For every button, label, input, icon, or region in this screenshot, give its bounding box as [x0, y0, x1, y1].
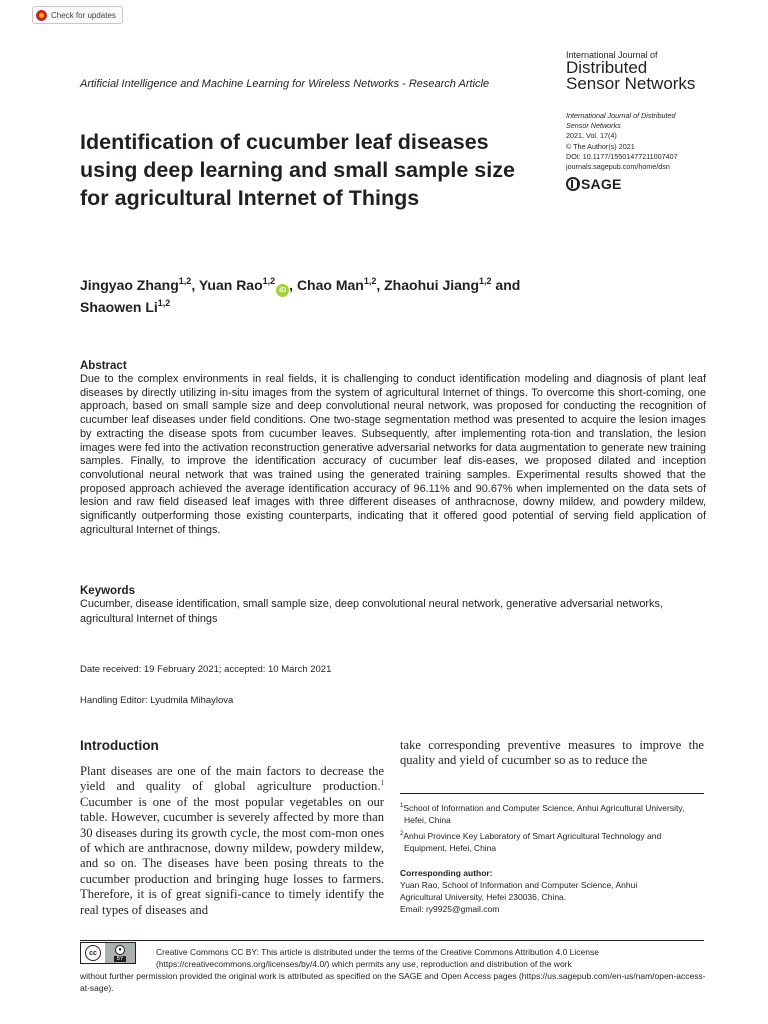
handling-editor: Handling Editor: Lyudmila Mihaylova — [80, 695, 234, 706]
crossmark-icon — [36, 10, 47, 21]
introduction-text-right: take corresponding preventive measures to improve the quality and yield of cucumber so as to reduce the — [400, 738, 704, 768]
affiliation-sup: 1 — [400, 803, 404, 809]
corresponding-author — [400, 867, 704, 915]
author-list: Jingyao Zhang$^{1,2}$, Yuan Rao$^{1,2}$iD , Chao Man$^{1,2}$, Zhaohui Jiang$^{1,2}$ and Shaowen Li$^{1,2}$ — [80, 276, 521, 315]
meta-url[interactable]: journals.sagepub.com/home/dsn — [566, 162, 670, 172]
meta-journal-line1: International Journal of Distributed — [566, 111, 676, 120]
affiliation-text: Anhui Province Key Laboratory of Smart Agricultural Technology and Equipment, Hefei, China — [403, 831, 662, 853]
author-name[interactable]: Zhaohui Jiang — [384, 277, 480, 293]
meta-journal-line2: Sensor Networks — [566, 121, 621, 131]
author-name[interactable]: Chao Man — [296, 277, 364, 293]
sage-label: SAGE — [581, 176, 622, 192]
meta-volume: 2021, Vol. 17(4) — [566, 131, 617, 141]
meta-doi[interactable]: DOI: 10.1177/15501477211007407 — [566, 151, 678, 161]
check-for-updates-label: Check for updates — [51, 10, 116, 20]
cc-icon: cc — [85, 945, 101, 961]
author-name[interactable]: Jingyao Zhang — [80, 277, 179, 293]
author-affiliation-sup: 1,2 — [479, 276, 492, 286]
intro-text-part2: Cucumber is one of the most popular vegetables on our table. However, cucumber is severely affected by more than 30 diseases during its growth cycle, the most com-mon ones of which are anthracnose, downy mildew, powdery mildew, and so on. The diseases have been posing threats to the cucumber production and bringing huge losses to farmers. Therefore, it is of great signifi-cance to timely identify the real types of diseases and — [80, 794, 384, 917]
orcid-icon[interactable]: iD — [276, 284, 289, 297]
affiliation-sup: 2 — [400, 831, 404, 837]
creative-commons-icon[interactable] — [80, 942, 136, 964]
journal-logo — [566, 50, 695, 92]
abstract-heading: Abstract — [80, 360, 127, 372]
article-meta — [566, 111, 678, 172]
license-divider — [80, 940, 704, 941]
running-head: Artificial Intelligence and Machine Learning for Wireless Networks - Research Article — [80, 78, 490, 90]
journal-intl: International Journal of — [566, 50, 658, 60]
check-for-updates-badge[interactable] — [32, 6, 123, 24]
sage-logo — [566, 176, 621, 192]
keywords-section — [80, 585, 706, 627]
abstract-section — [80, 360, 706, 537]
license-text-line2: without further permission provided the original work is attributed as specified on the SAGE and Open Access pages (https://us.sagepub.com/en-us/nam/open-access-at-sage). — [80, 971, 706, 994]
abstract-text: Due to the complex environments in real fields, it is challenging to conduct identification modeling and diagnosis of plant leaf diseases by directly utilizing in-situ images from the system of agricultural Internet of things. To overcome this short-coming, one approach, based on small sample size and deep convolutional neural network, was proposed for conducting the recognition of cucumber leaf diseases under field conditions. One two-stage segmentation method was presented to acquire the lesion images by extracting the disease spots from cucumber leaves. Subsequently, after implementing rota-tion and translation, the lesion images were fed into the activation reconstruction generative adversarial networks for data augmentation to generate new training samples. Finally, to improve the identification accuracy of cucumber leaf dis-eases, we proposed dilated and inception convolutional neural network that was trained using the generated training samples. Experimental results showed that the proposed approach achieved the average identification accuracy of 96.11% and 90.67% when implemented on the data sets of lesion and raw field diseased leaf images with three different diseases of anthracnose, downy mildew, and powdery mildew, significantly outperforming those existing counterparts, indicating that it offered good potential of serving field application of agricultural Internet of things. — [80, 373, 706, 536]
license-text-line1: Creative Commons CC BY: This article is distributed under the terms of the Creative Commons Attribution 4.0 License (https://creativecommons.org/licenses/by/4.0/) which permits any use, reproduction and distribution of the work — [156, 947, 599, 970]
corresponding-author-line1: Yuan Rao, School of Information and Computer Science, Anhui — [400, 880, 638, 890]
corresponding-author-line2: Agricultural University, Hefei 230036, China. — [400, 892, 567, 902]
affiliations — [400, 802, 704, 858]
author-affiliation-sup: 1,2 — [178, 276, 192, 286]
author-affiliation-sup: 1,2 — [262, 276, 276, 286]
journal-name-line1: Distributed — [566, 58, 648, 77]
author-and: and — [495, 277, 521, 293]
meta-copyright: © The Author(s) 2021 — [566, 141, 635, 151]
corresponding-author-email[interactable]: Email: ry9925@gmail.com — [400, 904, 500, 914]
introduction-heading: Introduction — [80, 738, 159, 753]
attribution-icon: ● — [115, 945, 125, 955]
journal-name-line2: Sensor Networks — [566, 74, 696, 93]
intro-text-part1: Plant diseases are one of the main factors to decrease the yield and quality of global agriculture production. — [80, 764, 384, 794]
sage-icon — [566, 177, 580, 191]
footnote-divider — [400, 793, 704, 794]
author-name[interactable]: Yuan Rao — [198, 277, 263, 293]
date-received: Date received: 19 February 2021; accepted: 10 March 2021 — [80, 664, 332, 675]
keywords-text: Cucumber, disease identification, small sample size, deep convolutional neural network, generative adversarial networks, agricultural Internet of things — [80, 598, 663, 625]
affiliation-1 — [400, 802, 704, 826]
author-affiliation-sup: 1,2 — [157, 298, 171, 308]
author-name[interactable]: Shaowen Li — [80, 299, 158, 315]
affiliation-2 — [400, 830, 704, 854]
citation-sup[interactable]: 1 — [380, 779, 384, 788]
by-label: BY — [114, 956, 127, 962]
affiliation-text: School of Information and Computer Science, Anhui Agricultural University, Hefei, China — [403, 803, 685, 825]
introduction-text-left — [80, 764, 384, 918]
keywords-heading: Keywords — [80, 585, 135, 597]
author-affiliation-sup: 1,2 — [363, 276, 377, 286]
article-title: Identification of cucumber leaf diseases using deep learning and small sample size for agricultural Internet of Things — [80, 130, 515, 210]
corresponding-author-label: Corresponding author: — [400, 868, 493, 878]
